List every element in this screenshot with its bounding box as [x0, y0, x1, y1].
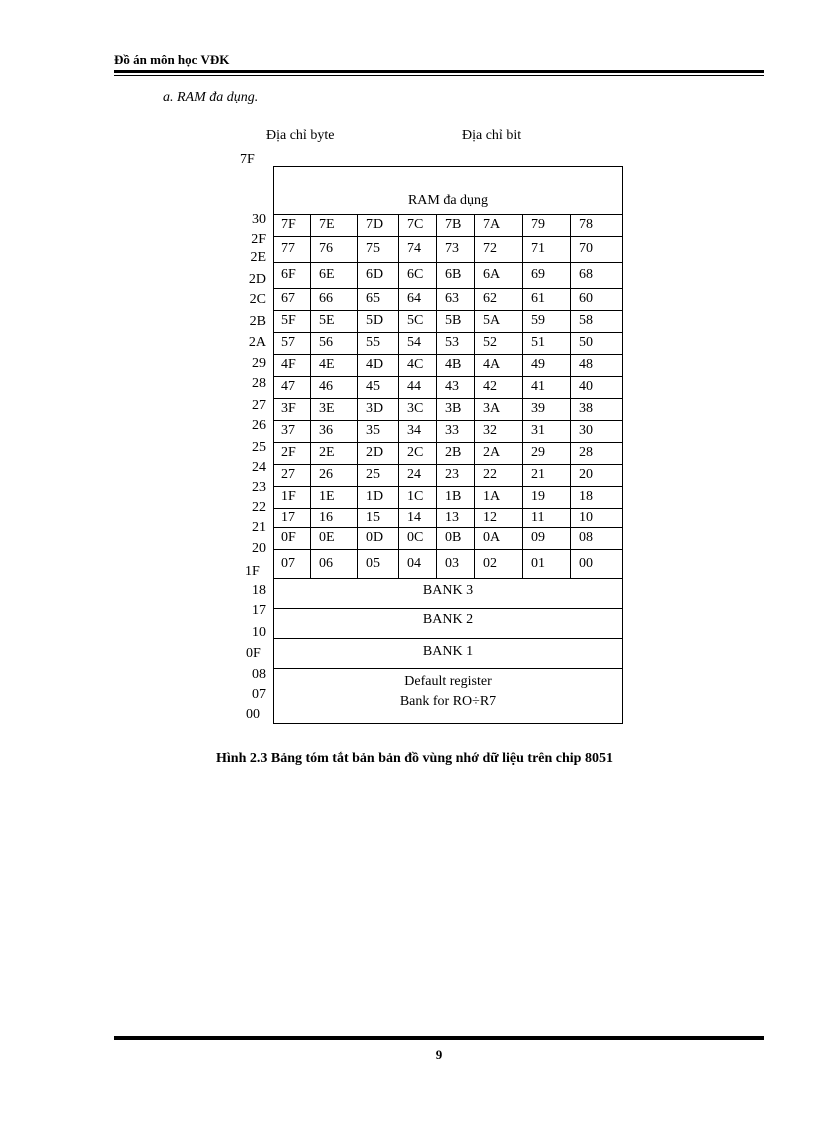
bit-address-cell: 5A	[474, 310, 522, 332]
default-bank-line2: Bank for RO÷R7	[399, 694, 497, 709]
table-row-divider	[274, 486, 622, 487]
bit-address-cell: 7E	[310, 214, 357, 236]
bit-address-cell: 1B	[436, 486, 474, 508]
bit-address-cell: 61	[522, 288, 570, 310]
bit-address-cell: 30	[570, 420, 623, 442]
table-row-divider	[274, 549, 622, 550]
bit-address-cell: 08	[570, 527, 623, 549]
bit-address-cell: 40	[570, 376, 623, 398]
bit-address-cell: 60	[570, 288, 623, 310]
table-row-divider	[274, 464, 622, 465]
bit-address-cell: 76	[310, 236, 357, 262]
byte-address-label: 2C	[249, 292, 266, 307]
bit-address-cell: 0B	[436, 527, 474, 549]
table-row-divider	[274, 214, 622, 215]
bit-address-cell: 52	[474, 332, 522, 354]
bit-address-cell: 54	[398, 332, 436, 354]
bit-address-cell: 69	[522, 262, 570, 288]
bit-address-cell: 56	[310, 332, 357, 354]
bit-address-cell: 2F	[281, 445, 296, 460]
bit-address-cell: 7A	[474, 214, 522, 236]
bit-address-cell: 13	[436, 508, 474, 527]
bit-address-cell: 24	[398, 464, 436, 486]
table-row-divider	[274, 420, 622, 421]
document-header-title: Đồ án môn học VĐK	[114, 52, 230, 67]
bank2-label: BANK 2	[422, 612, 474, 627]
bit-address-cell: 65	[357, 288, 398, 310]
byte-address-label: 2E	[250, 250, 266, 265]
bank1-label: BANK 1	[422, 644, 474, 659]
bit-address-cell: 6E	[310, 262, 357, 288]
bit-address-cell: 20	[570, 464, 623, 486]
table-row-divider	[274, 354, 622, 355]
table-row-divider	[274, 376, 622, 377]
bit-address-cell: 72	[474, 236, 522, 262]
bit-address-cell: 5E	[310, 310, 357, 332]
bit-address-cell: 25	[357, 464, 398, 486]
bit-address-cell: 74	[398, 236, 436, 262]
bit-address-cell: 0D	[357, 527, 398, 549]
byte-address-label: 2F	[251, 232, 266, 247]
byte-address-label: 00	[246, 707, 260, 722]
bit-address-cell: 23	[436, 464, 474, 486]
byte-address-label: 25	[252, 440, 266, 455]
bit-address-cell: 29	[522, 442, 570, 464]
bit-address-cell: 50	[570, 332, 623, 354]
bit-address-cell: 39	[522, 398, 570, 420]
bit-address-cell: 5D	[357, 310, 398, 332]
byte-address-label: 24	[252, 460, 266, 475]
bit-address-cell: 4C	[398, 354, 436, 376]
memory-map-table	[273, 166, 623, 724]
bank3-label: BANK 3	[422, 583, 474, 598]
bit-address-cell: 2C	[398, 442, 436, 464]
bit-address-cell: 06	[310, 549, 357, 578]
bit-address-cell: 47	[281, 379, 295, 394]
bit-address-cell: 03	[436, 549, 474, 578]
bit-address-cell: 12	[474, 508, 522, 527]
bit-address-cell: 51	[522, 332, 570, 354]
bit-address-cell: 17	[281, 510, 295, 525]
bit-address-cell: 4E	[310, 354, 357, 376]
byte-address-label: 2A	[248, 335, 266, 350]
byte-address-label: 30	[252, 212, 266, 227]
default-bank-line1: Default register	[404, 674, 492, 689]
bit-address-cell: 62	[474, 288, 522, 310]
bit-address-cell: 44	[398, 376, 436, 398]
bit-address-cell: 55	[357, 332, 398, 354]
bit-address-cell: 0F	[281, 530, 296, 545]
bit-address-cell: 73	[436, 236, 474, 262]
bit-address-cell: 57	[281, 335, 295, 350]
bit-address-cell: 6C	[398, 262, 436, 288]
table-row-divider	[274, 578, 622, 579]
table-row-divider	[274, 332, 622, 333]
bit-address-cell: 02	[474, 549, 522, 578]
bit-address-cell: 16	[310, 508, 357, 527]
bit-address-cell: 6F	[281, 267, 296, 282]
bit-address-cell: 3B	[436, 398, 474, 420]
bit-address-cell: 14	[398, 508, 436, 527]
table-row-divider	[274, 638, 622, 639]
bit-address-cell: 4D	[357, 354, 398, 376]
bit-address-cell: 35	[357, 420, 398, 442]
bit-address-cell: 15	[357, 508, 398, 527]
table-row-divider	[274, 508, 622, 509]
byte-address-label: 23	[252, 480, 266, 495]
bit-address-cell: 2B	[436, 442, 474, 464]
bit-address-cell: 5B	[436, 310, 474, 332]
bit-address-cell: 79	[522, 214, 570, 236]
table-row-divider	[274, 310, 622, 311]
bit-address-cell: 2A	[474, 442, 522, 464]
byte-address-label: 10	[252, 625, 266, 640]
header-rule-thick	[114, 70, 764, 73]
bit-address-cell: 46	[310, 376, 357, 398]
bit-address-cell: 66	[310, 288, 357, 310]
byte-address-label: 7F	[240, 152, 255, 167]
byte-address-label: 18	[252, 583, 266, 598]
byte-address-caption: Địa chỉ byte	[266, 128, 335, 143]
table-row-divider	[274, 442, 622, 443]
bit-address-cell: 27	[281, 467, 295, 482]
bit-address-cell: 42	[474, 376, 522, 398]
bit-address-cell: 1A	[474, 486, 522, 508]
table-row-divider	[274, 608, 622, 609]
bit-address-cell: 64	[398, 288, 436, 310]
bit-address-cell: 01	[522, 549, 570, 578]
byte-address-label: 21	[252, 520, 266, 535]
bit-address-cell: 4B	[436, 354, 474, 376]
byte-address-label: 28	[252, 376, 266, 391]
bit-address-cell: 43	[436, 376, 474, 398]
byte-address-label: 29	[252, 356, 266, 371]
byte-address-label: 17	[252, 603, 266, 618]
byte-address-label: 07	[252, 687, 266, 702]
table-row-divider	[274, 262, 622, 263]
bit-address-cell: 45	[357, 376, 398, 398]
table-row-divider	[274, 236, 622, 237]
bit-address-cell: 3F	[281, 401, 296, 416]
bit-address-cell: 36	[310, 420, 357, 442]
bit-address-cell: 59	[522, 310, 570, 332]
bit-address-cell: 2D	[357, 442, 398, 464]
byte-address-label: 1F	[245, 564, 260, 579]
bit-address-cell: 41	[522, 376, 570, 398]
bit-address-cell: 3D	[357, 398, 398, 420]
bit-address-cell: 22	[474, 464, 522, 486]
bit-address-cell: 6B	[436, 262, 474, 288]
bit-address-cell: 53	[436, 332, 474, 354]
table-row-divider	[274, 527, 622, 528]
bit-address-cell: 00	[570, 549, 623, 578]
bit-address-cell: 33	[436, 420, 474, 442]
bit-address-cell: 7B	[436, 214, 474, 236]
bit-address-cell: 49	[522, 354, 570, 376]
bit-address-cell: 07	[281, 556, 295, 571]
bit-address-cell: 67	[281, 291, 295, 306]
byte-address-label: 2D	[248, 272, 266, 287]
bit-address-cell: 7D	[357, 214, 398, 236]
bit-address-cell: 28	[570, 442, 623, 464]
bit-address-cell: 3A	[474, 398, 522, 420]
header-rule-thin	[114, 75, 764, 76]
bit-address-cell: 10	[570, 508, 623, 527]
bit-address-cell: 7C	[398, 214, 436, 236]
byte-address-label: 20	[252, 541, 266, 556]
byte-address-label: 22	[252, 500, 266, 515]
bit-address-cell: 68	[570, 262, 623, 288]
bit-address-cell: 38	[570, 398, 623, 420]
byte-address-label: 26	[252, 418, 266, 433]
page-number: 9	[435, 1047, 443, 1062]
bit-address-cell: 78	[570, 214, 623, 236]
bit-address-cell: 77	[281, 241, 295, 256]
bit-address-cell: 3E	[310, 398, 357, 420]
byte-address-label: 0F	[246, 646, 261, 661]
footer-rule	[114, 1036, 764, 1040]
bit-address-cell: 0A	[474, 527, 522, 549]
bit-address-cell: 1F	[281, 489, 296, 504]
bit-address-cell: 31	[522, 420, 570, 442]
bit-address-cell: 70	[570, 236, 623, 262]
bit-address-cell: 58	[570, 310, 623, 332]
byte-address-label: 27	[252, 398, 266, 413]
bit-address-cell: 04	[398, 549, 436, 578]
bit-address-cell: 6A	[474, 262, 522, 288]
bit-address-cell: 4A	[474, 354, 522, 376]
bit-address-cell: 1E	[310, 486, 357, 508]
bit-address-cell: 09	[522, 527, 570, 549]
bit-address-cell: 5F	[281, 313, 296, 328]
bit-address-cell: 19	[522, 486, 570, 508]
bit-address-cell: 71	[522, 236, 570, 262]
bit-address-cell: 0E	[310, 527, 357, 549]
bit-address-cell: 0C	[398, 527, 436, 549]
bit-address-cell: 1C	[398, 486, 436, 508]
byte-address-label: 2B	[249, 314, 266, 329]
bit-address-cell: 6D	[357, 262, 398, 288]
bit-address-cell: 18	[570, 486, 623, 508]
bit-address-cell: 21	[522, 464, 570, 486]
table-row-divider	[274, 668, 622, 669]
bit-address-cell: 26	[310, 464, 357, 486]
bit-address-cell: 1D	[357, 486, 398, 508]
bit-address-cell: 34	[398, 420, 436, 442]
bit-address-cell: 32	[474, 420, 522, 442]
section-heading: a. RAM đa dụng.	[163, 90, 259, 105]
bit-address-cell: 63	[436, 288, 474, 310]
figure-caption: Hình 2.3 Bảng tóm tắt bản bản đồ vùng nhớ dữ liệu trên chip 8051	[216, 751, 613, 766]
general-ram-label: RAM đa dụng	[407, 193, 489, 208]
bit-address-cell: 75	[357, 236, 398, 262]
bit-address-caption: Địa chỉ bit	[462, 128, 522, 143]
bit-address-cell: 11	[522, 508, 570, 527]
bit-address-cell: 5C	[398, 310, 436, 332]
byte-address-label: 08	[252, 667, 266, 682]
table-row-divider	[274, 288, 622, 289]
table-row-divider	[274, 398, 622, 399]
bit-address-cell: 7F	[281, 217, 296, 232]
bit-address-cell: 3C	[398, 398, 436, 420]
bit-address-cell: 37	[281, 423, 295, 438]
bit-address-cell: 4F	[281, 357, 296, 372]
bit-address-cell: 05	[357, 549, 398, 578]
bit-address-cell: 2E	[310, 442, 357, 464]
bit-address-cell: 48	[570, 354, 623, 376]
